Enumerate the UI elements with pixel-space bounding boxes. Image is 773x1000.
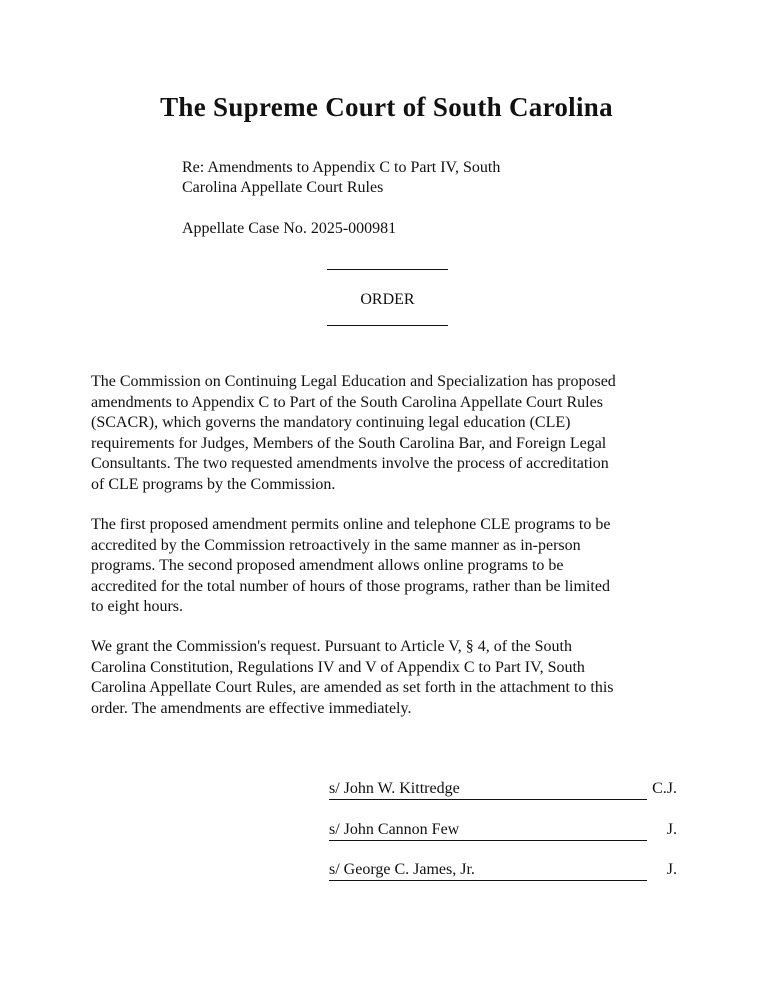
order-divider-top <box>327 269 448 270</box>
signature-name: s/ John Cannon Few <box>329 820 647 841</box>
caption-re-line-1: Re: Amendments to Appendix C to Part IV, South <box>182 159 501 176</box>
signature-title: J. <box>666 861 677 878</box>
signature-title: C.J. <box>652 780 677 797</box>
caption-re <box>182 158 500 198</box>
paragraph-line: of CLE programs by the Commission. <box>91 475 336 493</box>
paragraph-line: Carolina Appellate Court Rules, are amended as set forth in the attachment to this <box>91 679 614 696</box>
paragraph-line: Carolina Constitution, Regulations IV and V of Appendix C to Part IV, South <box>91 658 585 676</box>
paragraph-line: The Commission on Continuing Legal Education and Specialization has proposed <box>91 373 616 390</box>
paragraph-line: The first proposed amendment permits online and telephone CLE programs to be <box>91 516 611 533</box>
signature-title: J. <box>666 821 677 838</box>
paragraph-line: accredited for the total number of hours of those programs, rather than be limited <box>91 577 610 595</box>
paragraph-3 <box>91 637 691 719</box>
paragraph-1 <box>91 372 691 495</box>
paragraph-line: amendments to Appendix C to Part of the South Carolina Appellate Court Rules <box>91 393 603 411</box>
case-number: Appellate Case No. 2025-000981 <box>182 220 397 237</box>
paragraph-line: accredited by the Commission retroactively in the same manner as in-person <box>91 536 581 554</box>
court-name-heading: The Supreme Court of South Carolina <box>160 92 613 122</box>
paragraph-line: programs. The second proposed amendment allows online programs to be <box>91 557 564 574</box>
paragraph-line: (SCACR), which governs the mandatory continuing legal education (CLE) <box>91 414 571 431</box>
order-heading: ORDER <box>360 291 415 308</box>
paragraph-line: order. The amendments are effective immediately. <box>91 699 412 717</box>
paragraph-2 <box>91 515 691 618</box>
order-divider-bottom <box>327 325 448 326</box>
signature-name: s/ George C. James, Jr. <box>329 860 647 881</box>
signature-name: s/ John W. Kittredge <box>329 779 647 800</box>
paragraph-line: requirements for Judges, Members of the South Carolina Bar, and Foreign Legal <box>91 434 607 452</box>
paragraph-line: to eight hours. <box>91 598 183 615</box>
caption-re-line-2: Carolina Appellate Court Rules <box>182 179 384 196</box>
paragraph-line: We grant the Commission's request. Pursuant to Article V, § 4, of the South <box>91 638 572 655</box>
paragraph-line: Consultants. The two requested amendments involve the process of accreditation <box>91 455 609 472</box>
